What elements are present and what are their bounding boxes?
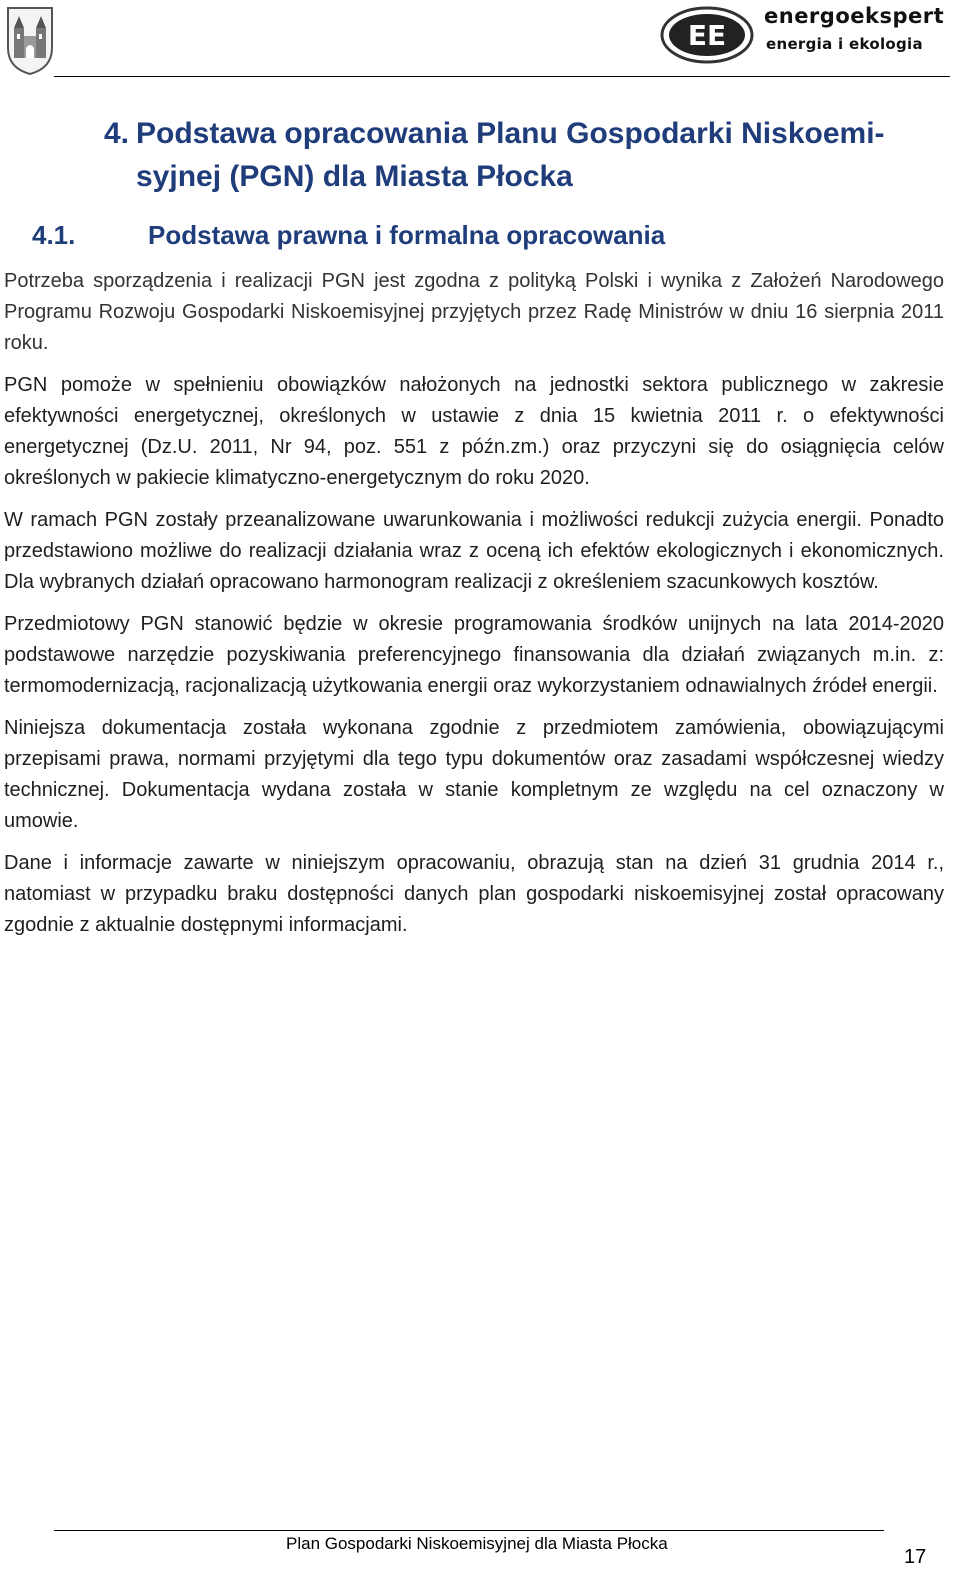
section-title-line-2: syjnej (PGN) dla Miasta Płocka: [136, 160, 573, 193]
subsection-title: Podstawa prawna i formalna opracowania: [148, 220, 666, 250]
energoekspert-logo: [660, 2, 950, 68]
page-header: [0, 0, 960, 80]
section-heading: [104, 112, 944, 198]
header-divider: [54, 76, 950, 77]
document-body: [4, 266, 944, 952]
brand-name: energoekspert: [764, 4, 945, 28]
brand-tagline: energia i ekologia: [766, 35, 923, 53]
paragraph: PGN pomoże w spełnieniu obowiązków nałożonych na jednostki sektora publicznego w zakresie efektywności energetycznej, określonych w ustawie z dnia 15 kwietnia 2011 r. o efektywności energetycznej (Dz.U. 2011, Nr 94, poz. 551 z późn.zm.) oraz przyczyni się do osiągnięcia celów określonych w pakiecie klimatyczno-energetycznym do roku 2020.: [4, 374, 944, 489]
section-number: 4.: [104, 117, 130, 150]
paragraph: Przedmiotowy PGN stanowić będzie w okresie programowania środków unijnych na lata 2014-2020 podstawowe narzędzie pozyskiwania preferencyjnego finansowania dla działań związanych m.in. z: termomodernizacją, racjonalizacją użytkowania energii oraz wykorzystaniem odnawialnych źródeł energii.: [4, 613, 944, 697]
paragraph: Dane i informacje zawarte w niniejszym opracowaniu, obrazują stan na dzień 31 grudnia 2014 r., natomiast w przypadku braku dostępności danych plan gospodarki niskoemisyjnej został opracowany zgodnie z aktualnie dostępnymi informacjami.: [4, 852, 944, 936]
ee-logo-icon: [660, 6, 754, 64]
page-number: 17: [904, 1546, 927, 1568]
section-title-line-1: Podstawa opracowania Planu Gospodarki Niskoemi-: [136, 117, 885, 150]
paragraph: Niniejsza dokumentacja została wykonana zgodnie z przedmiotem zamówienia, obowiązującymi przepisami prawa, normami przyjętymi dla tego typu dokumentów oraz zasadami współczesnej wiedzy technicznej. Dokumentacja wydana została w stanie kompletnym ze względu na cel oznaczony w umowie.: [4, 717, 944, 832]
paragraph: W ramach PGN zostały przeanalizowane uwarunkowania i możliwości redukcji zużycia energii. Ponadto przedstawiono możliwe do realizacji działania wraz z oceną ich efektów ekologicznych i ekonomicznych. Dla wybranych działań opracowano harmonogram realizacji z określeniem szacunkowych kosztów.: [4, 509, 944, 593]
svg-text:EE: EE: [687, 19, 727, 52]
footer-divider: [54, 1530, 884, 1531]
paragraph: Potrzeba sporządzenia i realizacji PGN jest zgodna z polityką Polski i wynika z Założeń Narodowego Programu Rozwoju Gospodarki Niskoemisyjnej przyjętych przez Radę Ministrów w dniu 16 sierpnia 2011 roku.: [4, 270, 944, 354]
subsection-heading: [32, 218, 932, 252]
subsection-number: 4.1.: [32, 220, 76, 250]
coat-of-arms-icon: [4, 4, 56, 76]
footer-title: Plan Gospodarki Niskoemisyjnej dla Miasta Płocka: [286, 1534, 668, 1553]
